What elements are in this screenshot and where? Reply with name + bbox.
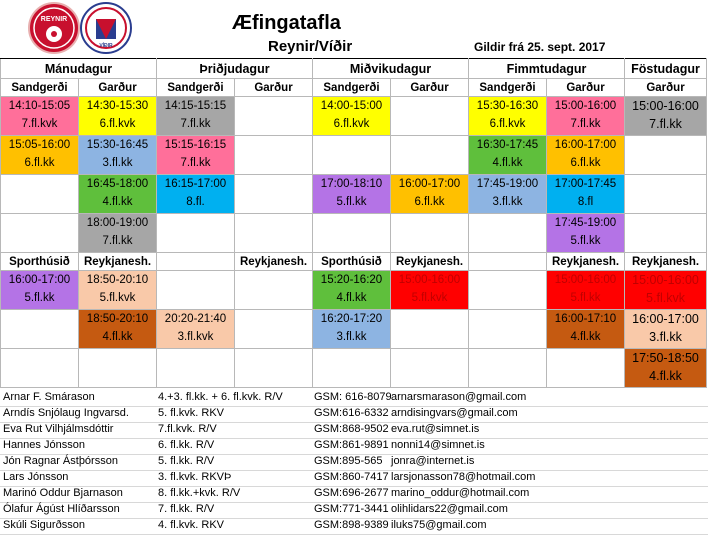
contact-email: olihlidars22@gmail.com xyxy=(391,503,508,515)
session-group: 7.fl.kk xyxy=(180,118,211,130)
session-cell xyxy=(157,97,235,136)
page-title: Æfingatafla xyxy=(232,12,341,34)
empty-cell xyxy=(235,271,313,310)
contact-name: Hannes Jónsson xyxy=(3,439,85,451)
contact-name: Eva Rut Vilhjálmsdóttir xyxy=(3,423,114,435)
empty-cell xyxy=(79,349,157,388)
empty-cell xyxy=(391,310,469,349)
location-header: Reykjanesh. xyxy=(625,253,707,271)
session-time: 17:45-19:00 xyxy=(476,178,539,190)
session-cell xyxy=(79,310,157,349)
session-cell xyxy=(157,310,235,349)
location-header: Reykjanesh. xyxy=(235,253,313,271)
session-group: 8.fl. xyxy=(186,196,205,208)
session-time: 16:00-17:00 xyxy=(398,178,461,190)
session-time: 17:00-18:10 xyxy=(320,178,383,190)
session-group: 5.fl.kvk xyxy=(99,292,136,304)
session-time: 14:30-15:30 xyxy=(86,100,149,112)
session-group: 7.fl.kk xyxy=(180,157,211,169)
empty-cell xyxy=(235,97,313,136)
contact-groups: 7.fl.kvk. R/V xyxy=(158,423,217,435)
day-header: Mánudagur xyxy=(1,59,157,79)
session-time: 15:15-16:15 xyxy=(164,139,227,151)
empty-cell xyxy=(469,271,547,310)
contact-row xyxy=(0,486,708,503)
location-header: Reykjanesh. xyxy=(79,253,157,271)
session-time: 15:30-16:30 xyxy=(476,100,539,112)
session-cell xyxy=(469,175,547,214)
session-group: 4.fl.kk xyxy=(649,369,682,383)
empty-cell xyxy=(235,310,313,349)
location-header: Garður xyxy=(235,79,313,97)
session-cell xyxy=(157,175,235,214)
contact-groups: 4. fl.kvk. RKV xyxy=(158,519,225,531)
empty-cell xyxy=(391,349,469,388)
session-group: 3.fl.kvk xyxy=(177,331,214,343)
contact-phone: GSM:696-2677 xyxy=(314,487,389,499)
session-group: 4.fl.kk xyxy=(492,157,523,169)
session-time: 16:00-17:00 xyxy=(8,274,71,286)
session-group: 5.fl.kvk xyxy=(411,292,448,304)
location-header: Reykjanesh. xyxy=(391,253,469,271)
session-group: 5.fl.kvk xyxy=(646,291,685,305)
contact-row xyxy=(0,422,708,439)
contact-row xyxy=(0,454,708,471)
session-group: 7.fl.kvk xyxy=(21,118,58,130)
contact-groups: 7. fl.kk. R/V xyxy=(158,503,215,515)
reynir-logo xyxy=(28,2,80,54)
contact-email: jonra@internet.is xyxy=(391,455,475,467)
session-cell xyxy=(547,214,625,253)
session-group: 8.fl xyxy=(577,196,594,208)
contact-email: larsjonasson78@hotmail.com xyxy=(391,471,536,483)
session-group: 6.fl.kk xyxy=(24,157,55,169)
session-time: 16:15-17:00 xyxy=(164,178,227,190)
session-cell xyxy=(625,271,707,310)
contact-row xyxy=(0,390,708,407)
session-cell xyxy=(391,271,469,310)
session-cell xyxy=(1,271,79,310)
session-group: 6.fl.kvk xyxy=(99,118,136,130)
session-cell xyxy=(469,97,547,136)
session-cell xyxy=(79,175,157,214)
session-time: 16:00-17:00 xyxy=(632,312,699,326)
contact-email: eva.rut@simnet.is xyxy=(391,423,480,435)
session-time: 17:00-17:45 xyxy=(554,178,617,190)
day-header: Föstudagur xyxy=(625,59,707,79)
empty-cell xyxy=(547,349,625,388)
contact-name: Marinó Oddur Bjarnason xyxy=(3,487,123,499)
session-cell xyxy=(1,97,79,136)
session-group: 3.fl.kk xyxy=(492,196,523,208)
empty-cell xyxy=(625,136,707,175)
empty-cell xyxy=(235,349,313,388)
session-cell xyxy=(1,136,79,175)
contact-row xyxy=(0,502,708,519)
session-cell xyxy=(313,310,391,349)
empty-cell xyxy=(235,175,313,214)
location-header: Sandgerði xyxy=(469,79,547,97)
session-cell xyxy=(79,214,157,253)
empty-cell xyxy=(313,214,391,253)
session-group: 3.fl.kk xyxy=(336,331,367,343)
contact-phone: GSM:868-9502 xyxy=(314,423,389,435)
contact-row xyxy=(0,438,708,455)
contact-phone: GSM:861-9891 xyxy=(314,439,389,451)
location-header: Sandgerði xyxy=(1,79,79,97)
contact-email: arnarsmarason@gmail.com xyxy=(391,391,527,403)
session-group: 6.fl.kvk xyxy=(489,118,526,130)
session-group: 5.fl.kk xyxy=(570,235,601,247)
contact-email: arndisingvars@gmail.com xyxy=(391,407,518,419)
session-cell xyxy=(79,97,157,136)
page-subtitle: Reynir/Víðir xyxy=(268,38,353,55)
session-group: 3.fl.kk xyxy=(102,157,133,169)
contact-email: nonni14@simnet.is xyxy=(391,439,485,451)
empty-cell xyxy=(469,310,547,349)
session-time: 15:30-16:45 xyxy=(86,139,149,151)
contact-groups: 4.+3. fl.kk. + 6. fl.kvk. R/V xyxy=(158,391,283,403)
session-group: 6.fl.kk xyxy=(570,157,601,169)
session-time: 16:45-18:00 xyxy=(86,178,149,190)
empty-cell xyxy=(1,214,79,253)
vidir-logo xyxy=(80,2,132,54)
session-time: 18:00-19:00 xyxy=(86,217,149,229)
contact-email: iluks75@gmail.com xyxy=(391,519,487,531)
session-cell xyxy=(79,271,157,310)
schedule-table xyxy=(0,58,707,388)
session-cell xyxy=(625,310,707,349)
empty-cell xyxy=(1,175,79,214)
empty-cell xyxy=(235,214,313,253)
contact-name: Jón Ragnar Ástþórsson xyxy=(3,455,118,467)
contact-row xyxy=(0,518,708,535)
contact-name: Skúli Sigurðsson xyxy=(3,519,85,531)
session-time: 15:00-16:00 xyxy=(554,274,617,286)
day-header: Fimmtudagur xyxy=(469,59,625,79)
session-time: 14:00-15:00 xyxy=(320,100,383,112)
location-header xyxy=(157,253,235,271)
session-time: 15:20-16:20 xyxy=(320,274,383,286)
session-time: 15:00-16:00 xyxy=(554,100,617,112)
session-group: 7.fl.kk xyxy=(570,118,601,130)
session-time: 15:00-16:00 xyxy=(632,273,699,287)
empty-cell xyxy=(391,136,469,175)
location-header: Garður xyxy=(79,79,157,97)
contact-phone: GSM:860-7417 xyxy=(314,471,389,483)
contact-name: Arnar F. Smárason xyxy=(3,391,95,403)
session-group: 4.fl.kk xyxy=(102,196,133,208)
session-time: 14:10-15:05 xyxy=(8,100,71,112)
empty-cell xyxy=(391,214,469,253)
session-time: 18:50-20:10 xyxy=(86,313,149,325)
contact-phone: GSM:898-9389 xyxy=(314,519,389,531)
contact-groups: 5. fl.kk. R/V xyxy=(158,455,215,467)
session-time: 20:20-21:40 xyxy=(164,313,227,325)
empty-cell xyxy=(157,271,235,310)
session-group: 5.fl.kk xyxy=(570,292,601,304)
contact-phone: GSM: 616-8079 xyxy=(314,391,392,403)
valid-from: Gildir frá 25. sept. 2017 xyxy=(474,40,606,54)
contact-row xyxy=(0,406,708,423)
location-header: Sandgerði xyxy=(313,79,391,97)
location-header: Sporthúsið xyxy=(1,253,79,271)
session-time: 18:50-20:10 xyxy=(86,274,149,286)
empty-cell xyxy=(157,214,235,253)
empty-cell xyxy=(391,97,469,136)
contact-name: Ólafur Ágúst Hlíðarsson xyxy=(3,503,120,515)
session-cell xyxy=(391,175,469,214)
session-cell xyxy=(547,271,625,310)
session-cell xyxy=(469,136,547,175)
empty-cell xyxy=(469,214,547,253)
reynir-logo-text: REYNIR xyxy=(40,16,68,23)
empty-cell xyxy=(1,349,79,388)
session-time: 15:00-16:00 xyxy=(632,99,699,113)
location-header: Garður xyxy=(547,79,625,97)
session-cell xyxy=(79,136,157,175)
session-time: 15:05-16:00 xyxy=(8,139,71,151)
location-header: Sandgerði xyxy=(157,79,235,97)
session-group: 6.fl.kvk xyxy=(333,118,370,130)
session-group: 7.fl.kk xyxy=(102,235,133,247)
session-cell xyxy=(313,175,391,214)
session-time: 17:50-18:50 xyxy=(632,351,699,365)
session-group: 3.fl.kk xyxy=(649,330,682,344)
contact-phone: GSM:616-6332 xyxy=(314,407,389,419)
session-cell xyxy=(547,175,625,214)
session-time: 15:00-16:00 xyxy=(398,274,461,286)
contact-name: Lars Jónsson xyxy=(3,471,69,483)
contact-phone: GSM:895-565 xyxy=(314,455,383,467)
location-header: Garður xyxy=(391,79,469,97)
contact-phone: GSM:771-3441 xyxy=(314,503,389,515)
session-cell xyxy=(547,136,625,175)
session-group: 6.fl.kk xyxy=(414,196,445,208)
session-cell xyxy=(157,136,235,175)
session-group: 5.fl.kk xyxy=(336,196,367,208)
contact-email: marino_oddur@hotmail.com xyxy=(391,487,530,499)
day-header: Miðvikudagur xyxy=(313,59,469,79)
contact-groups: 8. fl.kk.+kvk. R/V xyxy=(158,487,241,499)
session-time: 16:30-17:45 xyxy=(476,139,539,151)
location-header: Sporthúsið xyxy=(313,253,391,271)
location-header xyxy=(469,253,547,271)
empty-cell xyxy=(235,136,313,175)
session-group: 7.fl.kk xyxy=(649,117,682,131)
contact-groups: 3. fl.kvk. RKVÞ xyxy=(158,471,232,483)
empty-cell xyxy=(625,214,707,253)
empty-cell xyxy=(313,136,391,175)
session-cell xyxy=(547,97,625,136)
contact-groups: 6. fl.kk. R/V xyxy=(158,439,215,451)
empty-cell xyxy=(625,175,707,214)
session-time: 16:00-17:10 xyxy=(554,313,617,325)
session-cell xyxy=(625,349,707,388)
empty-cell xyxy=(469,349,547,388)
contact-name: Arndís Snjólaug Ingvarsd. xyxy=(3,407,129,419)
empty-cell xyxy=(157,349,235,388)
empty-cell xyxy=(313,349,391,388)
session-cell xyxy=(625,97,707,136)
session-cell xyxy=(313,97,391,136)
vidir-logo-text: VÍÐIR xyxy=(99,43,113,49)
session-time: 17:45-19:00 xyxy=(554,217,617,229)
location-header: Garður xyxy=(625,79,707,97)
session-group: 5.fl.kk xyxy=(24,292,55,304)
session-group: 4.fl.kk xyxy=(336,292,367,304)
session-cell xyxy=(547,310,625,349)
day-header: Þriðjudagur xyxy=(157,59,313,79)
contact-groups: 5. fl.kvk. RKV xyxy=(158,407,225,419)
session-group: 4.fl.kk xyxy=(570,331,601,343)
contact-row xyxy=(0,470,708,487)
location-header: Reykjanesh. xyxy=(547,253,625,271)
session-time: 16:20-17:20 xyxy=(320,313,383,325)
session-time: 16:00-17:00 xyxy=(554,139,617,151)
session-time: 14:15-15:15 xyxy=(164,100,227,112)
empty-cell xyxy=(1,310,79,349)
session-group: 4.fl.kk xyxy=(102,331,133,343)
session-cell xyxy=(313,271,391,310)
